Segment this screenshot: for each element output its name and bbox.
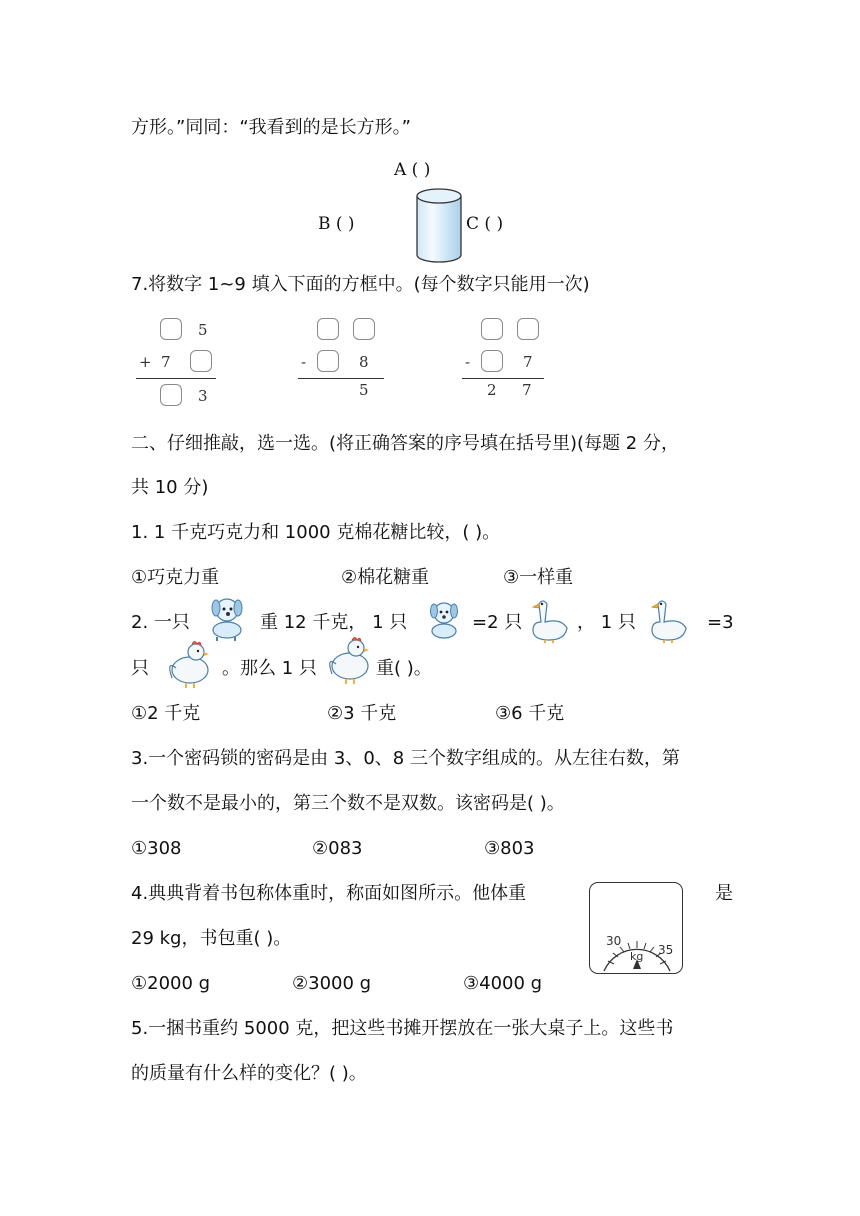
dog-icon [205, 592, 253, 642]
q2-prefix: 2. 一只 [131, 612, 190, 633]
goose-icon [525, 596, 571, 644]
q2-eq-3: =3 [707, 612, 734, 633]
answer-box[interactable] [481, 350, 503, 372]
scale-unit: kg [630, 950, 644, 963]
q4-option-1[interactable]: ①2000 g [131, 973, 211, 994]
sum-rule [136, 378, 216, 379]
q4-option-2[interactable]: ②3000 g [292, 973, 372, 994]
digit: 3 [198, 387, 208, 405]
digit: 5 [359, 381, 369, 399]
dog-icon [424, 598, 464, 642]
section-2-heading-cont: 共 10 分) [131, 477, 209, 498]
operator: + [139, 353, 152, 371]
difference-rule [298, 378, 384, 379]
answer-box[interactable] [317, 318, 339, 340]
answer-box[interactable] [517, 318, 539, 340]
q2-weight-text: 重 12 千克， 1 只 [260, 612, 408, 633]
chicken-icon [160, 638, 214, 690]
q1-option-1[interactable]: ①巧克力重 [131, 567, 220, 588]
digit: 2 [487, 381, 497, 399]
question-4-line-2: 29 kg，书包重( )。 [131, 928, 292, 949]
answer-box[interactable] [481, 318, 503, 340]
q2-line2-start: 只 [131, 658, 149, 679]
scale-tick-30: 30 [606, 934, 622, 948]
operator: - [301, 353, 307, 371]
digit: 8 [359, 353, 369, 371]
question-3-line-1: 3.一个密码锁的密码是由 3、0、8 三个数字组成的。从左往右数，第 [131, 748, 680, 769]
q7-text: 7.将数字 1~9 填入下面的方框中。(每个数字只能用一次) [131, 274, 590, 295]
digit: 7 [522, 381, 532, 399]
scale-tick-35: 35 [658, 943, 674, 957]
operator: - [465, 353, 471, 371]
question-4-line-1: 4.典典背着书包称体重时，称面如图所示。他体重 [131, 883, 527, 904]
digit: 7 [161, 353, 171, 371]
q2-line2-mid: 。那么 1 只 [222, 658, 317, 679]
answer-box[interactable] [190, 350, 212, 372]
label-b: B ( ) [318, 214, 355, 234]
q3-option-1[interactable]: ①308 [131, 838, 182, 859]
answer-box[interactable] [160, 384, 182, 406]
question-4-line-1-end: 是 [715, 883, 733, 904]
q3-option-2[interactable]: ②083 [312, 838, 363, 859]
question-1: 1. 1 千克巧克力和 1000 克棉花糖比较，( )。 [131, 522, 501, 543]
q1-option-3[interactable]: ③一样重 [503, 567, 574, 588]
q1-option-2[interactable]: ②棉花糖重 [341, 567, 430, 588]
cylinder-figure [414, 187, 464, 265]
difference-rule [462, 378, 544, 379]
chicken-icon [320, 632, 374, 686]
q2-option-2[interactable]: ②3 千克 [327, 703, 397, 724]
section-2-heading: 二、仔细推敲，选一选。(将正确答案的序号填在括号里)(每题 2 分， [131, 433, 679, 454]
q2-option-1[interactable]: ①2 千克 [131, 703, 201, 724]
intro-line: 方形。”同同：“我看到的是长方形。” [131, 117, 411, 138]
digit: 7 [523, 353, 533, 371]
q2-option-3[interactable]: ③6 千克 [495, 703, 565, 724]
answer-box[interactable] [160, 318, 182, 340]
q2-line2-end: 重( )。 [376, 658, 432, 679]
scale-figure [589, 882, 683, 974]
question-3-line-2: 一个数不是最小的，第三个数不是双数。该密码是( )。 [131, 793, 565, 814]
label-a: A ( ) [394, 160, 431, 180]
label-c: C ( ) [466, 214, 504, 234]
digit: 5 [198, 321, 208, 339]
q4-option-3[interactable]: ③4000 g [463, 973, 543, 994]
question-5-line-1: 5.一捆书重约 5000 克，把这些书摊开摆放在一张大桌子上。这些书 [131, 1018, 674, 1039]
q3-option-3[interactable]: ③803 [484, 838, 535, 859]
goose-icon [644, 596, 690, 644]
question-5-line-2: 的质量有什么样的变化？( )。 [131, 1063, 367, 1084]
answer-box[interactable] [317, 350, 339, 372]
q2-eq-2: =2 只 [472, 612, 523, 633]
answer-box[interactable] [353, 318, 375, 340]
q2-comma-text: ， 1 只 [577, 612, 636, 633]
